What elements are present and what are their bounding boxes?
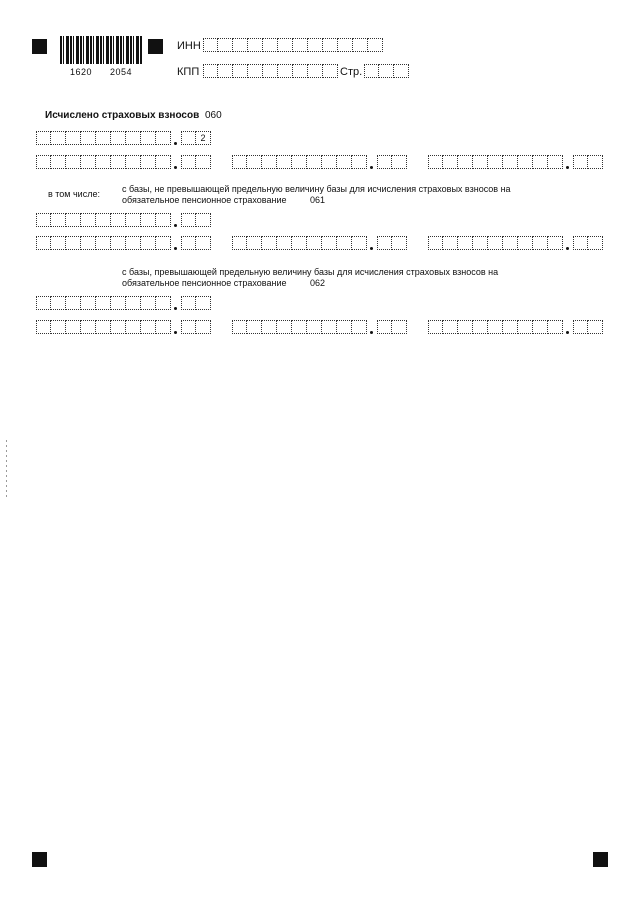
section-062-month2-decimals[interactable] [377,320,407,334]
decimal-point [174,142,177,145]
barcode [60,36,142,64]
decimal-point [566,247,569,250]
section-062-month1-field[interactable] [36,320,171,334]
section-060-month2-decimals[interactable] [377,155,407,169]
section-061-month2-decimals[interactable] [377,236,407,250]
section-060-total-decimals[interactable] [181,131,211,145]
section-061-text-line2: обязательное пенсионное страхование [122,195,287,205]
decimal-point [174,166,177,169]
barcode-number-left: 1620 [70,67,93,77]
section-061-text: с базы, не превышающей предельную величину базы для исчисления страховых взносов на [122,184,511,194]
decimal-point [566,166,569,169]
section-062-code: 062 [310,278,326,288]
decimal-point [174,224,177,227]
including-label: в том числе: [48,189,100,199]
page-number-field[interactable] [364,64,409,78]
section-062-month3-field[interactable] [428,320,563,334]
decimal-point [174,307,177,310]
page-edge-mark [6,440,7,500]
section-062-text-line2: обязательное пенсионное страхование [122,278,287,288]
section-060-total-field[interactable] [36,131,171,145]
section-060-month1-decimals[interactable] [181,155,211,169]
section-060-code: 060 [205,110,222,121]
section-060-month2-field[interactable] [232,155,367,169]
section-061-total-decimals[interactable] [181,213,211,227]
inn-field[interactable] [203,38,383,52]
section-062-total-decimals[interactable] [181,296,211,310]
section-061-month3-decimals[interactable] [573,236,603,250]
section-060-title: Исчислено страховых взносов [45,110,200,121]
section-060-first-cell-value: 2 [196,131,211,145]
section-062-month2-field[interactable] [232,320,367,334]
section-061-month1-field[interactable] [36,236,171,250]
page-label: Стр. [340,66,363,78]
section-060-month3-decimals[interactable] [573,155,603,169]
section-062-text: с базы, превышающей предельную величину базы для исчисления страховых взносов на [122,267,499,277]
decimal-point [370,331,373,334]
section-062-month3-decimals[interactable] [573,320,603,334]
corner-marker-top-middle [148,39,163,54]
decimal-point [370,166,373,169]
section-060-month1-field[interactable] [36,155,171,169]
section-060-month3-field[interactable] [428,155,563,169]
decimal-point [174,247,177,250]
corner-marker-top-left [32,39,47,54]
decimal-point [370,247,373,250]
section-061-code: 061 [310,195,326,205]
inn-label: ИНН [177,40,201,52]
kpp-label: КПП [177,66,200,78]
barcode-number-right: 2054 [110,67,133,77]
section-061-month3-field[interactable] [428,236,563,250]
decimal-point [566,331,569,334]
section-061-month2-field[interactable] [232,236,367,250]
corner-marker-bottom-right [593,852,608,867]
section-062-month1-decimals[interactable] [181,320,211,334]
kpp-field[interactable] [203,64,338,78]
section-062-total-field[interactable] [36,296,171,310]
corner-marker-bottom-left [32,852,47,867]
decimal-point [174,331,177,334]
section-061-total-field[interactable] [36,213,171,227]
section-061-month1-decimals[interactable] [181,236,211,250]
